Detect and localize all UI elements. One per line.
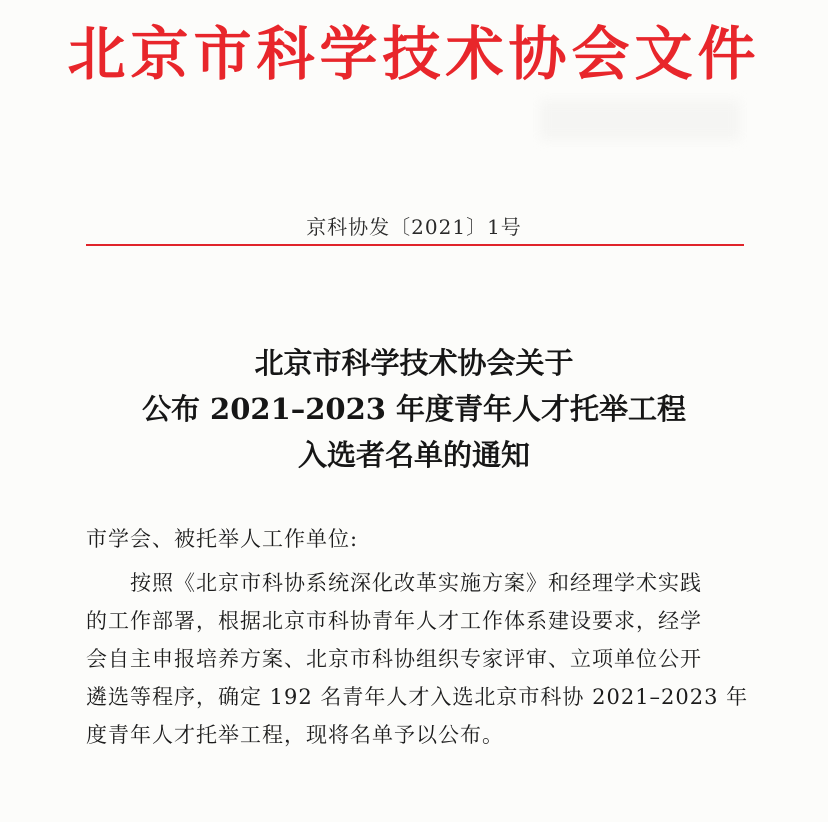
document-header-title: 北京市科学技术协会文件 [67, 20, 761, 88]
salutation: 市学会、被托举人工作单位: [86, 527, 359, 551]
body-line-4: 遴选等程序，确定 192 名青年人才入选北京市科协 2021–2023 年 [86, 685, 749, 709]
red-divider-line [86, 244, 744, 246]
notice-heading [0, 340, 828, 478]
heading-line-1: 北京市科学技术协会关于 [254, 346, 574, 380]
heading-line-2: 公布 2021–2023 年度青年人才托举工程 [141, 392, 687, 426]
paper-stain [540, 100, 740, 140]
body-line-3: 会自主申报培养方案、北京市科协组织专家评审、立项单位公开 [86, 647, 702, 671]
body-line-5: 度青年人才托举工程，现将名单予以公布。 [86, 723, 504, 747]
body-line-1: 按照《北京市科协系统深化改革实施方案》和经理学术实践 [130, 571, 702, 595]
body-line-2: 的工作部署，根据北京市科协青年人才工作体系建设要求，经学 [86, 609, 702, 633]
body-paragraph [86, 564, 748, 754]
heading-line-3: 入选者名单的通知 [297, 438, 530, 472]
document-number: 京科协发〔2021〕1号 [306, 215, 522, 239]
